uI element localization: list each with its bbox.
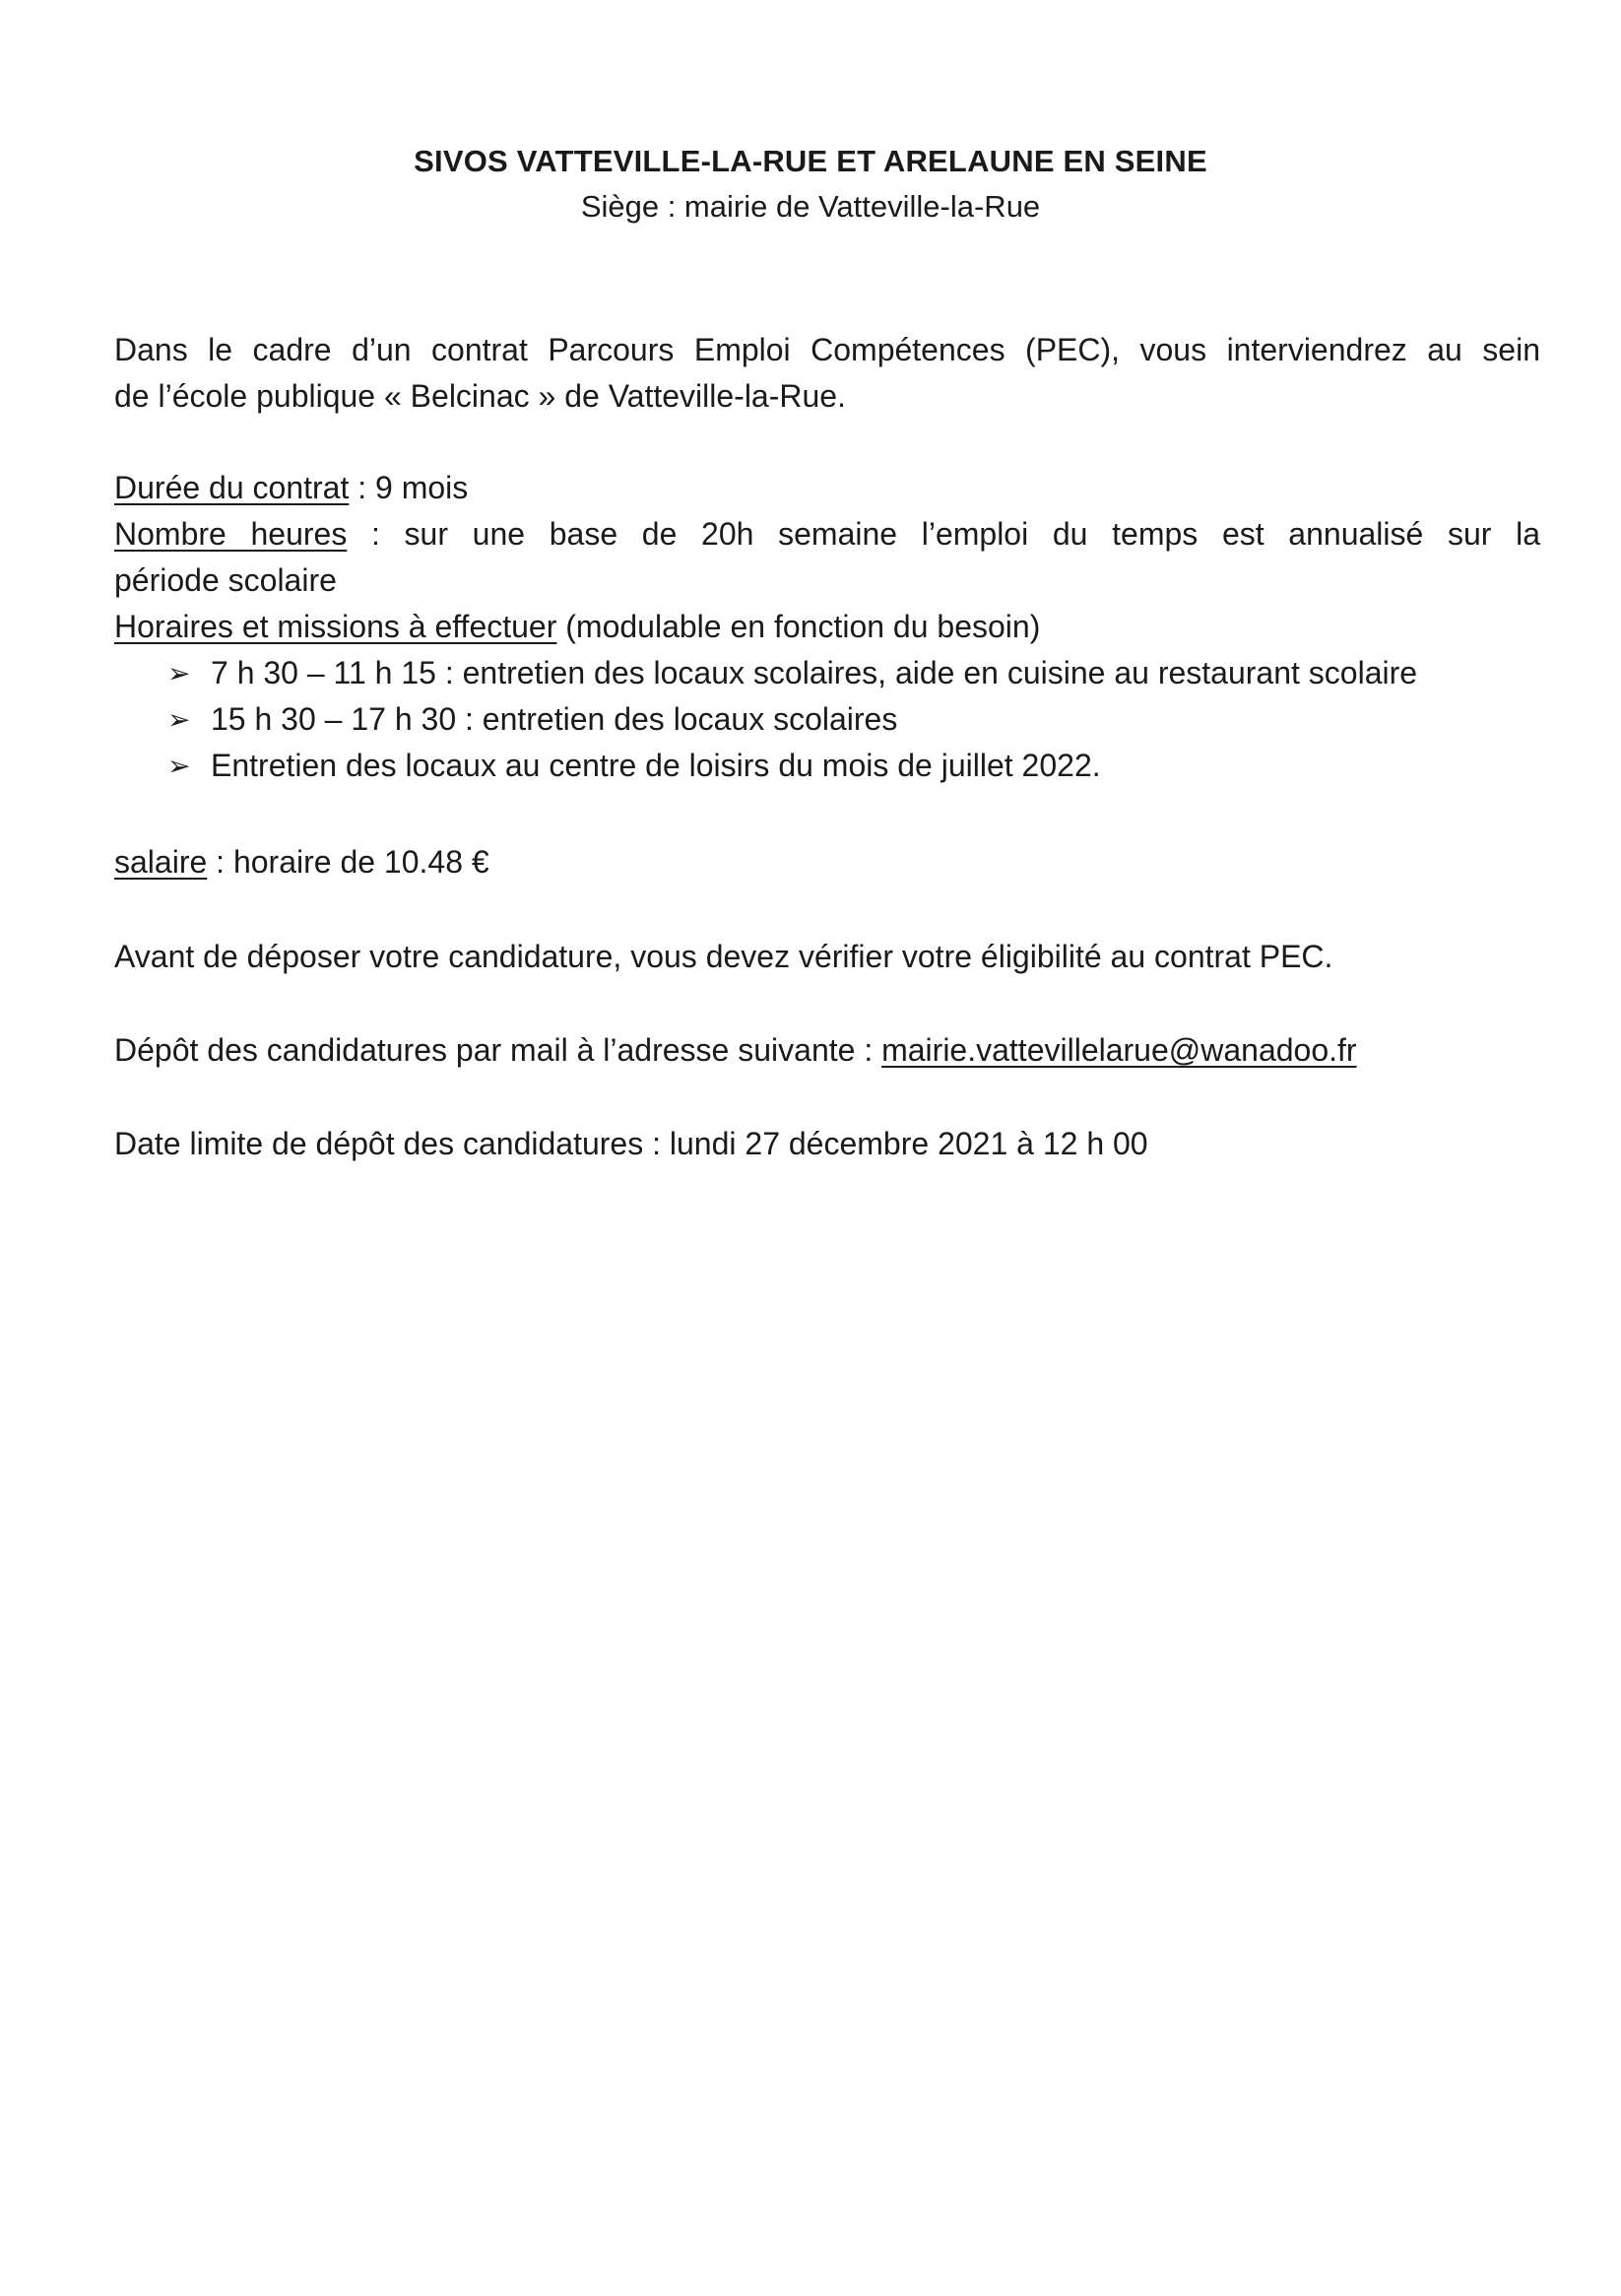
heures-label: Nombre heures bbox=[114, 516, 348, 552]
duree-value: : 9 mois bbox=[349, 470, 469, 505]
duree-row bbox=[114, 465, 1540, 511]
heures-value: : sur une base de 20h semaine l’emploi du temps est annualisé sur la bbox=[347, 516, 1541, 552]
intro-paragraph bbox=[114, 327, 1540, 420]
email-link[interactable]: mairie.vattevillelarue@wanadoo.fr bbox=[881, 1032, 1357, 1068]
heures-row bbox=[114, 511, 1540, 604]
horaires-row bbox=[114, 604, 1540, 650]
list-item bbox=[167, 696, 1540, 743]
document-subtitle: Siège : mairie de Vatteville-la-Rue bbox=[580, 189, 1041, 224]
horaires-value: (modulable en fonction du besoin) bbox=[556, 609, 1041, 644]
missions-list bbox=[114, 650, 1540, 789]
intro-line-2: de l’école publique « Belcinac » de Vatteville-la-Rue. bbox=[114, 378, 846, 414]
mission-text: 15 h 30 – 17 h 30 : entretien des locaux scolaires bbox=[211, 701, 898, 737]
list-item bbox=[167, 650, 1540, 696]
mission-text: 7 h 30 – 11 h 15 : entretien des locaux scolaires, aide en cuisine au restaurant scolaire bbox=[211, 655, 1418, 690]
document-title: SIVOS VATTEVILLE-LA-RUE ET ARELAUNE EN SEINE bbox=[414, 144, 1207, 178]
list-item bbox=[167, 743, 1540, 789]
heures-line-2: période scolaire bbox=[114, 562, 337, 598]
deadline: Date limite de dépôt des candidatures : lundi 27 décembre 2021 à 12 h 00 bbox=[114, 1126, 1148, 1161]
arrow-bullet-icon: ➢ bbox=[167, 704, 191, 735]
duree-label: Durée du contrat bbox=[114, 470, 350, 505]
mission-text: Entretien des locaux au centre de loisirs du mois de juillet 2022. bbox=[211, 748, 1101, 783]
application-submission bbox=[114, 1027, 1540, 1074]
heures-line-1 bbox=[114, 511, 1540, 558]
depot-text: Dépôt des candidatures par mail à l’adresse suivante : bbox=[114, 1032, 882, 1068]
eligibility-note: Avant de déposer votre candidature, vous devez vérifier votre éligibilité au contrat PEC. bbox=[114, 939, 1333, 974]
salaire-row bbox=[114, 839, 1540, 886]
intro-line-1: Dans le cadre d’un contrat Parcours Emploi Compétences (PEC), vous interviendrez au sein bbox=[114, 332, 1540, 367]
arrow-bullet-icon: ➢ bbox=[167, 751, 191, 781]
horaires-label: Horaires et missions à effectuer bbox=[114, 609, 557, 644]
salaire-value: : horaire de 10.48 € bbox=[207, 844, 489, 880]
contract-details bbox=[114, 465, 1540, 789]
salaire-label: salaire bbox=[114, 844, 208, 880]
arrow-bullet-icon: ➢ bbox=[167, 658, 191, 689]
